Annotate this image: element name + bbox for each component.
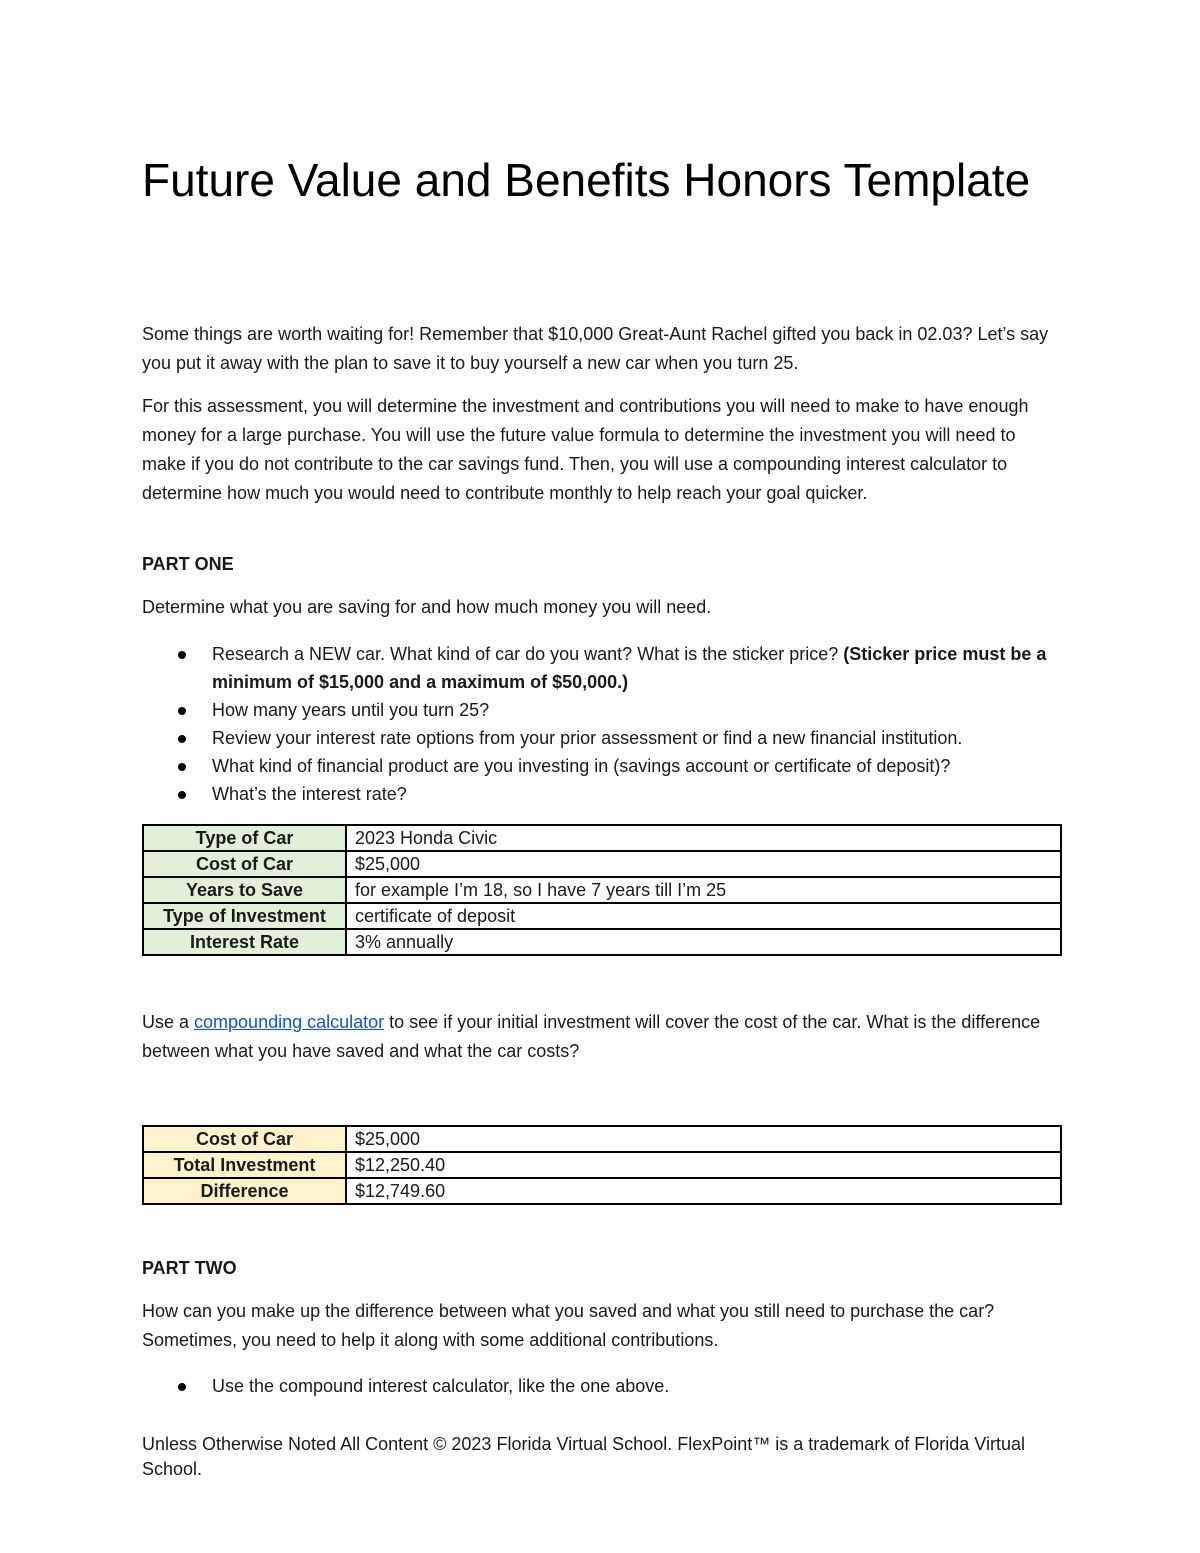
row-value: 2023 Honda Civic <box>346 825 1061 851</box>
row-value: $25,000 <box>346 851 1061 877</box>
bullet-bold-text: (Sticker price must be a minimum of $15,000 and a maximum of $50,000.) <box>212 644 1047 692</box>
part-one-bullet-list <box>142 640 1062 808</box>
car-savings-table <box>142 824 1062 956</box>
row-value: $25,000 <box>346 1126 1061 1152</box>
list-item: What kind of financial product are you investing in (savings account or certificate of deposit)? <box>142 752 1062 780</box>
row-value: 3% annually <box>346 929 1061 955</box>
part-two-heading: PART TWO <box>142 1258 237 1278</box>
row-label: Type of Car <box>143 825 346 851</box>
row-value: for example I’m 18, so I have 7 years till I’m 25 <box>346 877 1061 903</box>
row-label: Difference <box>143 1178 346 1204</box>
table-row <box>143 1152 1061 1178</box>
row-value: $12,250.40 <box>346 1152 1061 1178</box>
intro-paragraph-2: For this assessment, you will determine the investment and contributions you will need to make to have enough money for a large purchase. You will use the future value formula to determine the investment you will need to make if you do not contribute to the car savings fund. Then, you will use a compounding interest calculator to determine how much you would need to contribute monthly to help reach your goal quicker. <box>142 396 1029 503</box>
row-value: certificate of deposit <box>346 903 1061 929</box>
table-row <box>143 929 1061 955</box>
calculator-suffix: to see if your initial investment will cover the cost of the car. What is the difference between what you have saved and what the car costs? <box>142 1012 1041 1061</box>
row-value: $12,749.60 <box>346 1178 1061 1204</box>
part-two-instruction: How can you make up the difference between what you saved and what you still need to purchase the car? Sometimes, you need to help it along with some additional contributions. <box>142 1301 995 1350</box>
compounding-calculator-link[interactable]: compounding calculator <box>194 1012 385 1032</box>
table-row <box>143 851 1061 877</box>
list-item: Review your interest rate options from your prior assessment or find a new financial institution. <box>142 724 1062 752</box>
table-row <box>143 825 1061 851</box>
list-item: How many years until you turn 25? <box>142 696 1062 724</box>
intro-paragraph-1: Some things are worth waiting for! Remember that $10,000 Great-Aunt Rachel gifted you back in 02.03? Let’s say you put it away with the plan to save it to buy yourself a new car when you turn 25. <box>142 324 1049 373</box>
row-label: Total Investment <box>143 1152 346 1178</box>
table-row <box>143 877 1061 903</box>
list-item: What’s the interest rate? <box>142 780 1062 808</box>
part-one-heading: PART ONE <box>142 554 234 574</box>
row-label: Cost of Car <box>143 851 346 877</box>
calculator-paragraph <box>142 1008 1062 1066</box>
investment-difference-table <box>142 1125 1062 1205</box>
bullet-text: Research a NEW car. What kind of car do you want? What is the sticker price? <box>212 644 844 664</box>
part-one-instruction: Determine what you are saving for and how much money you will need. <box>142 597 712 617</box>
row-label: Years to Save <box>143 877 346 903</box>
page-title: Future Value and Benefits Honors Template <box>142 154 1031 206</box>
row-label: Cost of Car <box>143 1126 346 1152</box>
list-item: Use the compound interest calculator, like the one above. <box>142 1372 1062 1400</box>
calculator-prefix: Use a <box>142 1012 195 1032</box>
part-two-bullet-list <box>142 1372 1062 1400</box>
table-row <box>143 903 1061 929</box>
list-item <box>142 640 1062 696</box>
copyright-footer: Unless Otherwise Noted All Content © 2023 Florida Virtual School. FlexPoint™ is a trademark of Florida Virtual School. <box>142 1434 1026 1479</box>
row-label: Interest Rate <box>143 929 346 955</box>
row-label: Type of Investment <box>143 903 346 929</box>
table-row <box>143 1178 1061 1204</box>
table-row <box>143 1126 1061 1152</box>
